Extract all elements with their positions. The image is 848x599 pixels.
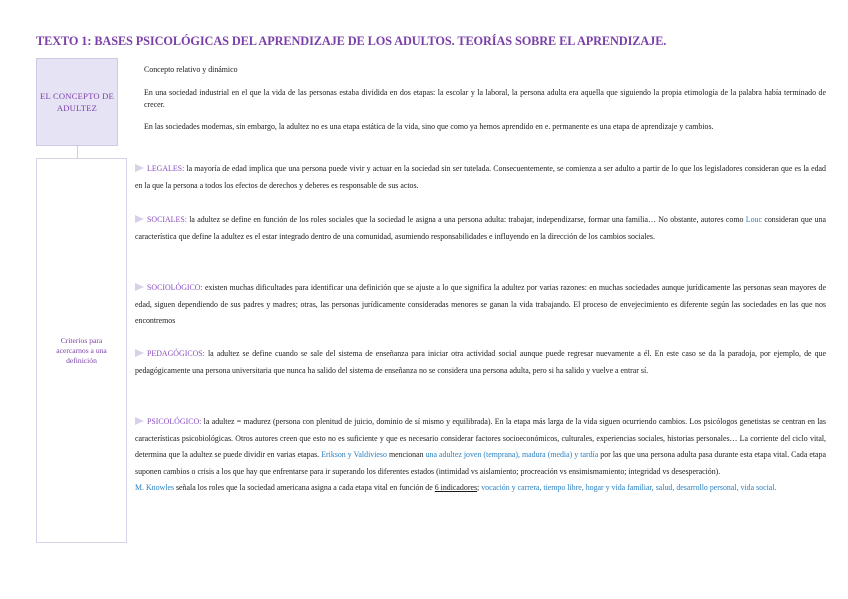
criterion-pedagogicos xyxy=(135,346,826,379)
concept-label: EL CONCEPTO DE ADULTEZ xyxy=(40,91,114,113)
page-title: TEXTO 1: BASES PSICOLÓGICAS DEL APRENDIZAJE DE LOS ADULTOS. TEORÍAS SOBRE EL APRENDIZAJE. xyxy=(36,34,667,48)
criterion-text: la mayoría de edad implica que una persona puede vivir y actuar en la sociedad sin ser tutelada. Consecuentemente, se comienza a ser adulto a partir de lo que los legisladores consideran que es la edad en la que la persona a todos los efectos de derechos y deberes es responsable de sus actos. xyxy=(135,164,826,190)
author-name: M. Knowles xyxy=(135,483,175,492)
criterion-head: SOCIALES: xyxy=(147,215,187,224)
criterion-head: SOCIOLÓGICO: xyxy=(147,283,203,292)
author-name: Erikson y Valdivieso xyxy=(321,450,387,459)
concept-box xyxy=(36,58,118,146)
criterion-head: PEDAGÓGICOS: xyxy=(147,349,205,358)
criterion-text: la adultez se define cuando se sale del sistema de enseñanza para iniciar otra actividad social aunque puede regresar nuevamente a él. En este caso se da la paradoja, por ejemplo, de que pedagógicamente una persona universitaria que nunca ha salido del sistema de enseñanza no se considera una persona adulta, pero si ha salido y vuelve a entrar sí. xyxy=(135,349,826,375)
stages-list: una adultez joven (temprana), madura (media) y tardía xyxy=(425,450,599,459)
criterion-sociales xyxy=(135,212,826,245)
criterion-text: consideran que una característica que define la adultez es el estar integrado dentro de una comunidad, asumiendo responsabilidades e influyendo en la dirección de los cambios sociales. xyxy=(135,215,826,241)
criterion-text: por las que una persona adulta pasa durante esta etapa vital. Cada etapa suponen cambios o crisis a los que hay que enfrentarse para ir superando los diferentes estados (intimidad vs aislamiento; procreación vs ensimismamiento; integridad vs desesperación). xyxy=(135,450,826,476)
criterion-head: PSICOLÓGICO: xyxy=(147,417,202,426)
criterion-text: la adultez = madurez (persona con plenitud de juicio, dominio de sí mismo y equilibrada). En la etapa más larga de la vida siguen ocurriendo cambios. Los psicólogos genetistas se centran en las características psicobiológicas. Otros autores creen que esto no es suficiente y que es necesario considerar factores socioeconómicos, culturales, experiencias sociales, historias personales… La corriente del ciclo vital, determina que la adultez se puede dividir en varias etapas. xyxy=(135,417,826,459)
criterion-text: existen muchas dificultades para identificar una definición que se ajuste a lo que significa la adultez por varias razones: en muchas sociedades aunque jurídicamente las personas sean mayores de edad, siguen dependiendo de sus padres y madres; otras, las personas jurídicamente consideradas menores se ganan la vida trabajando. El proceso de envejecimiento es diferente según las sociedades en las que nos encontremos xyxy=(135,283,826,325)
criterion-text: mencionan xyxy=(386,450,426,459)
indicators-link: 6 indicadores xyxy=(434,483,478,492)
indicator-list: vocación y carrera, tiempo libre, hogar y vida familiar, salud, desarrollo personal, vida social. xyxy=(481,483,777,492)
criterion-sociologico xyxy=(135,280,826,330)
connector-line xyxy=(77,146,78,158)
arrow-icon xyxy=(135,283,144,291)
concept-paragraph-1: En una sociedad industrial en el que la vida de las personas estaba dividida en dos etapas: la escolar y la laboral, la persona adulta era aquella que siguiendo la propia etimología de la palabra había terminado de crecer. xyxy=(144,88,826,109)
author-name: Louc xyxy=(745,215,763,224)
arrow-icon xyxy=(135,215,144,223)
criteria-box xyxy=(36,158,127,543)
arrow-icon xyxy=(135,417,144,425)
concept-subtitle: Concepto relativo y dinámico xyxy=(144,65,238,74)
criterion-text: señala los roles que la sociedad americana asigna a cada etapa vital en función de xyxy=(174,483,435,492)
arrow-icon xyxy=(135,349,144,357)
criterion-head: LEGALES: xyxy=(147,164,185,173)
criteria-label: Criterios para acercarnos a una definición xyxy=(56,335,107,365)
criterion-text: ; xyxy=(477,483,482,492)
criterion-text: la adultez se define en función de los roles sociales que la sociedad le asigna a una persona adulta: trabajar, independizarse, formar una familia… No obstante, autores como xyxy=(186,215,746,224)
arrow-icon xyxy=(135,164,144,172)
criterion-psicologico xyxy=(135,414,826,497)
concept-paragraph-2: En las sociedades modernas, sin embargo, la adultez no es una etapa estática de la vida, sino que como ya hemos aprendido en e. permanente es una etapa de aprendizaje y cambios. xyxy=(144,122,714,131)
criterion-legales xyxy=(135,161,826,194)
